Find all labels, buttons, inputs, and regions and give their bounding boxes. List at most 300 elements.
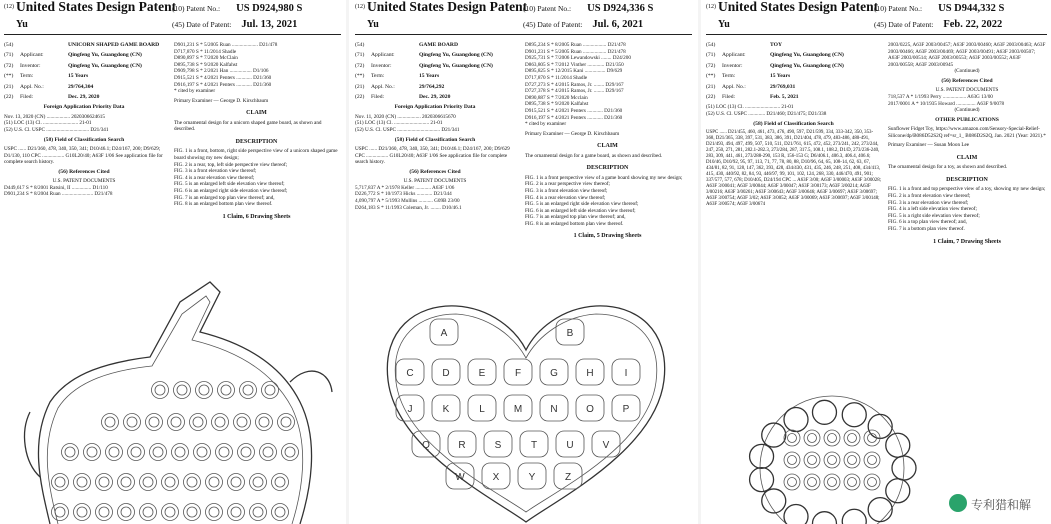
- biblio-num: (22): [355, 94, 365, 101]
- center-bubble: [804, 430, 820, 446]
- bubble: [240, 382, 257, 399]
- petal: [784, 504, 808, 524]
- unicorn-mane: [25, 412, 40, 477]
- biblio-label: Filed:: [20, 94, 34, 101]
- header-rule: [706, 34, 1047, 35]
- list-item: FIG. 1 is a front and top perspective view of a toy, showing my new design;: [888, 186, 1046, 193]
- center-bubble: [864, 474, 880, 490]
- right-column: [174, 42, 339, 223]
- petal: [886, 433, 910, 457]
- biblio-num: (**): [4, 73, 14, 80]
- cited-note: * cited by examiner: [525, 121, 567, 128]
- right-refs-list: [525, 42, 690, 121]
- bubble: [216, 444, 233, 461]
- bubble-inner: [253, 477, 263, 487]
- biblio-row: [4, 94, 164, 101]
- patent-header: [4, 0, 341, 40]
- bubble: [146, 414, 163, 431]
- description-list: [174, 148, 339, 207]
- bubble: [74, 504, 91, 521]
- bubble-letter: U: [566, 440, 574, 451]
- priority-line: Nov. 13, 2020 (CN) .................. 2020306624615: [4, 113, 105, 120]
- bubble-letter: J: [407, 404, 413, 415]
- petal: [812, 400, 836, 424]
- biblio-value: 29/764,292: [419, 83, 445, 90]
- bubble-letter: V: [602, 440, 610, 451]
- list-item: D264,183 S * 11/1993 Coleman, Jr. ........ D10/46.1: [355, 204, 462, 211]
- claim-text: The ornamental design for a game board, as shown and described.: [525, 152, 663, 159]
- bubble-letter: L: [479, 404, 485, 415]
- biblio-row: [4, 42, 164, 49]
- bubble-letter: T: [530, 440, 538, 451]
- right-refs-list: [888, 94, 1046, 107]
- biblio-label: Appl. No.:: [20, 83, 44, 90]
- biblio-label: [722, 42, 766, 49]
- bubble-inner: [209, 477, 219, 487]
- description-title: DESCRIPTION: [946, 176, 988, 183]
- biblio-num: (**): [355, 73, 365, 80]
- bubble: [256, 414, 273, 431]
- petal: [784, 408, 808, 432]
- search-text: USPC ...... D21/360, 478, 340, 350, 341; D10/46.1; D24/167, 200; D9/629; D1/130, 110 CPC ................. G10L20/40; A63F 1/06 See application file for complete search history.: [4, 146, 163, 166]
- bubble-letter: I: [624, 368, 628, 379]
- letter-bubble-grid: [396, 319, 640, 489]
- bubble: [174, 382, 191, 399]
- bubble: [184, 504, 201, 521]
- right-column: [525, 42, 690, 243]
- bubble: [168, 414, 185, 431]
- biblio-value: 15 Years: [419, 73, 440, 80]
- list-item: D909,798 S * 2/2021 Han ................. D1/106: [174, 68, 269, 75]
- bubble-inner: [99, 507, 109, 517]
- bubble-inner: [143, 507, 153, 517]
- biblio-label: Inventor:: [20, 62, 41, 69]
- bubble-letter: N: [550, 404, 558, 415]
- bubble: [118, 504, 135, 521]
- center-bubble: [824, 452, 840, 468]
- center-bubble: [804, 452, 820, 468]
- examiner: Primary Examiner — George D. Kirschbaum: [525, 130, 620, 137]
- list-item: D901,231 S * 5/2005 Ruan .................. D21/478: [525, 48, 626, 55]
- bubble-letter: G: [550, 368, 558, 379]
- bubble-inner: [149, 417, 159, 427]
- loc-class: (51) LOC (13) Cl. ........................... 21-01: [706, 104, 794, 111]
- continued-note: (Continued): [954, 107, 980, 114]
- petal: [886, 479, 910, 503]
- biblio-value: Qingfeng Yu, Guangdong (CN): [770, 52, 844, 59]
- biblio-value: Dec. 29, 2020: [68, 94, 100, 101]
- biblio-label: [371, 42, 415, 49]
- bubble-letter: P: [622, 404, 630, 415]
- bubble-inner: [55, 507, 65, 517]
- bubble-inner: [109, 447, 119, 457]
- center-bubble: [864, 452, 880, 468]
- us-class: (52) U.S. Cl. USPC ................................. D21/341: [4, 127, 109, 134]
- bubble-inner: [175, 447, 185, 457]
- biblio-num: (21): [4, 83, 14, 90]
- bubble-inner: [193, 417, 203, 427]
- right-refs-list: [174, 42, 339, 88]
- bubble: [228, 474, 245, 491]
- list-item: D717,870 S * 11/2014 Shadle: [174, 48, 237, 55]
- refs-title: (56) References Cited: [409, 168, 461, 175]
- petal: [750, 444, 774, 468]
- petal: [762, 489, 786, 513]
- list-item: FIG. 2 is a rear perspective view thereof;: [525, 181, 610, 188]
- biblio-label: Appl. No.:: [722, 83, 746, 90]
- bubble: [250, 504, 267, 521]
- bubble-inner: [121, 507, 131, 517]
- doc-code: (12): [4, 4, 14, 10]
- header-title: United States Design Patent: [16, 0, 177, 14]
- bubble-inner: [197, 447, 207, 457]
- bubble: [162, 474, 179, 491]
- list-item: D727,273 S * 4/2015 Ramos, Jr. ........ D29/167: [525, 81, 624, 88]
- bubble-letter: M: [513, 404, 523, 415]
- list-item: 2003/0225, A63F 2003/00457; A63F 2003/00460; A63F 2003/00463; A63F 2003/00466; A63F 2003/00469; A63F 2003/00491; A63F 2003/00507; A63F 2003/00514; A63F 2003/00553; A63F 2003/00552; A63F 2003/00558; A63F 2003/00945: [888, 42, 1046, 68]
- sunflower-toy-drawing: [732, 378, 932, 524]
- loc-class: (51) LOC (13) Cl. ........................... 21-01: [4, 120, 92, 127]
- list-item: D916,197 S * 4/2021 Penters ............ D21/360: [525, 114, 623, 121]
- bubble-inner: [127, 417, 137, 427]
- bubble-inner: [237, 417, 247, 427]
- bubble: [228, 504, 245, 521]
- priority-line: Nov. 11, 2020 (CN) .................. 2020306615670: [355, 113, 456, 120]
- center-bubble: [784, 452, 800, 468]
- biblio-row: [355, 94, 515, 101]
- bubble-inner: [143, 477, 153, 487]
- bubble-inner: [243, 385, 253, 395]
- list-item: FIG. 2 is a rear, top, left side perspective view thereof;: [174, 161, 288, 168]
- center-bubble-inner: [828, 456, 837, 465]
- other-pub-title: OTHER PUBLICATIONS: [935, 116, 999, 123]
- bubble: [260, 444, 277, 461]
- petal: [868, 498, 892, 522]
- bubble-grid: [52, 382, 299, 521]
- biblio-num: (54): [4, 42, 14, 48]
- biblio-row: [706, 42, 881, 49]
- patent-header: [355, 0, 692, 40]
- center-bubble: [784, 430, 800, 446]
- bubble-letter: D: [442, 368, 450, 379]
- bubble-inner: [177, 385, 187, 395]
- left-column: [4, 42, 164, 198]
- list-item: FIG. 6 is a top plan view thereof; and,: [888, 219, 967, 226]
- claim-title: CLAIM: [956, 154, 978, 161]
- biblio-value: Qingfeng Yu, Guangdong (CN): [68, 52, 142, 59]
- bubble: [62, 444, 79, 461]
- sheets-note: 1 Claim, 7 Drawing Sheets: [933, 238, 1001, 245]
- bubble-inner: [131, 447, 141, 457]
- biblio-num: (71): [4, 52, 14, 59]
- list-item: FIG. 6 is an enlarged left side elevation view thereof;: [525, 207, 636, 214]
- list-item: FIG. 4 is a rear elevation view thereof;: [174, 174, 255, 181]
- priority-title: Foreign Application Priority Data: [43, 104, 125, 111]
- cited-note: * cited by examiner: [174, 88, 216, 95]
- bubble-inner: [265, 385, 275, 395]
- unicorn-outline: [38, 282, 311, 524]
- list-item: D915,521 S * 4/2021 Penters ............ D21/360: [174, 74, 272, 81]
- left-column: [706, 42, 881, 208]
- biblio-num: (72): [4, 62, 14, 69]
- center-bubble-inner: [788, 456, 797, 465]
- bubble-letter: O: [586, 404, 594, 415]
- refs-title: (56) References Cited: [58, 168, 110, 175]
- biblio-row: [355, 52, 515, 59]
- center-bubble: [844, 430, 860, 446]
- header-title: United States Design Patent: [367, 0, 528, 14]
- biblio-value: 15 Years: [770, 73, 791, 80]
- bubble-letter: W: [455, 472, 465, 483]
- biblio-row: [355, 42, 515, 49]
- bubble-letter: K: [442, 404, 450, 415]
- biblio-row: [706, 63, 881, 70]
- center-bubble-inner: [788, 478, 797, 487]
- biblio-label: Applicant:: [722, 52, 746, 59]
- bubble-inner: [215, 417, 225, 427]
- right-refs-lead: [888, 42, 1046, 68]
- wechat-icon: [949, 494, 967, 512]
- heart-inner-outline: [395, 314, 657, 512]
- center-bubble-inner: [808, 456, 817, 465]
- list-item: D890,887 S * 7/2020 Mcclain: [525, 94, 588, 101]
- biblio-label: [20, 42, 64, 49]
- list-item: D925,731 S * 7/2006 Lewandowski ........ D24/200: [525, 55, 631, 62]
- list-item: FIG. 3 is a front elevation view thereof;: [174, 168, 257, 175]
- patent-page-3: [702, 0, 1051, 524]
- biblio-value: 15 Years: [68, 73, 89, 80]
- sunflower-bubbles: [750, 396, 916, 524]
- petal: [842, 403, 866, 427]
- biblio-row: [355, 63, 515, 70]
- center-bubble-inner: [828, 478, 837, 487]
- patent-date: (45) Date of Patent: Jul. 13, 2021: [172, 19, 298, 30]
- patent-page-2: [351, 0, 696, 524]
- biblio-value: GAME BOARD: [419, 42, 459, 48]
- biblio-label: Appl. No.:: [371, 83, 395, 90]
- biblio-num: (54): [355, 42, 365, 48]
- bubble-inner: [87, 447, 97, 457]
- bubble: [172, 444, 189, 461]
- list-item: D915,521 S * 4/2021 Penters ............ D21/360: [525, 107, 623, 114]
- search-title: (58) Field of Classification Search: [394, 136, 476, 143]
- bubble-inner: [199, 385, 209, 395]
- list-item: FIG. 7 is an enlarged top plan view thereof; and,: [174, 194, 275, 201]
- bubble: [52, 474, 69, 491]
- list-item: FIG. 4 is a rear elevation view thereof;: [525, 194, 606, 201]
- list-item: D916,197 S * 4/2021 Penters ............ D21/360: [174, 81, 272, 88]
- priority-title: Foreign Application Priority Data: [394, 104, 476, 111]
- bubble-inner: [263, 447, 273, 457]
- left-column: [355, 42, 515, 211]
- bubble-inner: [99, 477, 109, 487]
- list-item: FIG. 7 is an enlarged top plan view thereof; and,: [525, 214, 626, 221]
- us-class: (52) U.S. Cl. USPC ................................. D21/341: [355, 127, 460, 134]
- bubble: [140, 474, 157, 491]
- biblio-row: [4, 84, 164, 91]
- biblio-value: UNICORN SHAPED GAME BOARD: [68, 42, 160, 48]
- list-item: D895,738 S * 9/2020 Kalfahst: [525, 101, 589, 108]
- other-pub: Sunflower Fidget Toy, https://www.amazon.com/Sensory-Special-Relief-Silicone/dp/B086D52S2Q ref=sr_1_ B086D2S2Q, Jan. 2021 (Year: 2021).*: [888, 126, 1046, 139]
- biblio-label: Filed:: [722, 94, 736, 101]
- description-list: [888, 186, 1046, 232]
- bubble-inner: [231, 507, 241, 517]
- center-bubble: [844, 452, 860, 468]
- center-bubble-inner: [848, 456, 857, 465]
- patent-number: (10) Patent No.: US D944,332 S: [874, 3, 1005, 14]
- center-bubble: [784, 474, 800, 490]
- biblio-num: (72): [355, 62, 365, 69]
- biblio-num: (21): [706, 83, 716, 90]
- bubble-letter: X: [492, 472, 500, 483]
- list-item: FIG. 2 is a front elevation view thereof;: [888, 192, 971, 199]
- list-item: FIG. 3 is a front elevation view thereof;: [525, 187, 608, 194]
- bubble-letter: Z: [564, 472, 572, 483]
- header-title: United States Design Patent: [718, 0, 879, 14]
- heart-board-drawing: [376, 300, 676, 524]
- bubble: [118, 474, 135, 491]
- claim-text: The ornamental design for a toy, as shown and described.: [888, 164, 1008, 171]
- center-bubble-inner: [808, 478, 817, 487]
- list-item: 718,537 A * 1/1993 Perry .................. A63G 13/00: [888, 93, 993, 100]
- bubble-inner: [77, 507, 87, 517]
- list-item: FIG. 8 is an enlarged bottom plan view thereof.: [525, 220, 624, 227]
- biblio-label: Inventor:: [722, 62, 743, 69]
- search-text: USPC ...... D21/455, 460, 461, 473, 476, 490, 597, D21/599, 334, 333-342, 350, 353-368, D21/365, 338, 397, 531, 383, 386, 391, D21/404, 478, 479, 483-486, 480-491, D21/493, 494, 497, 499, 507, 510, 511, D21/761, 615, 472, 452, 273/241, 242, 273/244, 247, 250, 271, 281, 282.1-282.3, 273/284, 287, 317.5, 108.1, 108.2, D1/D, 273/236-240, 283, 309, 441, 461, 273/288-290, 153 R, 156-153 G; D6/406.1, 406.3, 406.4, 406.6; D10/46, D10/92, 95, 97, 113, 71, 77, 78, 80, 88, D10/96, 64, 65, 108-14, 62, 63, 67, 434/81, 82, 91, 128, 147, 362, 393, 428, 434/430, 431, 435, 246, 248, 251, 408, 434/413, 415, 430, 440/92, 82, 84, 93, 446/97, 99, 101, 102, 124, 268, 330, 446/470, 491, 901; 337/577, 577, 678; D10/405, D24/194 CPC ... A63F 3/00; A63F 3/00003; A63F 3/00028; A63F 3/00041; A63F 3/00044; A63F 3/00047; A63F 3/00173; A63F 3/00214; A63F 3/00216; A63F 3/00261; A63F 3/00643; A63F 3/00646; A63F 3/00697; A63F 3/00697; A63F 3/00754; A63F 3/02; A63F 3/0052; A63F 3/00069; A63F 3/00697; A63F 3/00148; A63F 3/00574; A63F 3/00674: [706, 130, 881, 208]
- bubble-inner: [77, 477, 87, 487]
- bubble: [278, 414, 295, 431]
- list-item: FIG. 7 is a bottom plan view thereof.: [888, 225, 965, 232]
- biblio-row: [706, 94, 881, 101]
- bubble: [128, 444, 145, 461]
- bubble-inner: [55, 477, 65, 487]
- header-inventor: Yu: [718, 19, 730, 30]
- center-bubble-inner: [808, 434, 817, 443]
- bubble-inner: [253, 507, 263, 517]
- biblio-row: [355, 73, 515, 80]
- claim-title: CLAIM: [246, 110, 267, 117]
- refs-list: [355, 185, 515, 211]
- bubble-inner: [285, 447, 295, 457]
- center-bubble-inner: [848, 478, 857, 487]
- bubble: [196, 382, 213, 399]
- watermark: [949, 494, 1041, 512]
- bubble: [234, 414, 251, 431]
- sheets-note: 1 Claim, 5 Drawing Sheets: [573, 233, 642, 240]
- center-bubble-inner: [848, 434, 857, 443]
- bubble-inner: [165, 507, 175, 517]
- list-item: FIG. 1 is a front, bottom, right side perspective view of a unicorn shaped game board showing my new design;: [174, 148, 338, 161]
- biblio-row: [4, 52, 164, 59]
- bubble-inner: [281, 417, 291, 427]
- biblio-num: (22): [706, 94, 716, 101]
- description-title: DESCRIPTION: [586, 165, 629, 172]
- header-rule: [4, 34, 341, 35]
- biblio-fields: [706, 42, 881, 101]
- watermark-text: 专利猎和解: [971, 498, 1032, 512]
- list-item: 4,090,797 A * 5/1993 Mullins ........... G09B 23/00: [355, 198, 460, 204]
- biblio-value: TOY: [770, 42, 783, 48]
- bubble-letter: B: [566, 328, 574, 339]
- sheets-note: 1 Claim, 6 Drawing Sheets: [222, 213, 291, 220]
- bubble: [150, 444, 167, 461]
- biblio-label: Term:: [20, 73, 34, 80]
- bubble: [250, 474, 267, 491]
- list-item: FIG. 5 is an enlarged left side elevation view thereof;: [174, 181, 285, 188]
- center-bubble-inner: [868, 456, 877, 465]
- biblio-num: (22): [4, 94, 14, 101]
- list-item: FIG. 3 is a rear elevation view thereof;: [888, 199, 969, 206]
- examiner: Primary Examiner — George D. Kirschbaum: [174, 97, 269, 104]
- bubble-letter: S: [494, 440, 502, 451]
- patent-header: [706, 0, 1047, 40]
- bubble-inner: [155, 385, 165, 395]
- header-rule: [355, 34, 692, 35]
- bubble-inner: [171, 417, 181, 427]
- list-item: D890,897 S * 7/2020 McClain: [174, 55, 238, 62]
- bubble: [218, 382, 235, 399]
- list-item: D895,234 S * 8/2005 Ruan .................. D21/478: [525, 42, 626, 48]
- bubble-inner: [121, 477, 131, 487]
- description-list: [525, 175, 690, 228]
- center-bubble: [824, 430, 840, 446]
- bubble: [102, 414, 119, 431]
- patent-number: (10) Patent No.: US D924,980 S: [172, 3, 303, 14]
- doc-code: (12): [706, 4, 716, 10]
- bubble: [282, 444, 299, 461]
- refs-list: [4, 185, 164, 198]
- biblio-row: [706, 84, 881, 91]
- bubble-inner: [209, 507, 219, 517]
- examiner: Primary Examiner — Susan Moon Lee: [888, 142, 970, 149]
- search-title: (58) Field of Classification Search: [43, 136, 125, 143]
- bubble-letter: C: [406, 368, 414, 379]
- search-title: (58) Field of Classification Search: [753, 120, 834, 127]
- bubble: [184, 474, 201, 491]
- biblio-row: [4, 73, 164, 80]
- page-separator: [346, 0, 349, 524]
- center-bubble: [804, 474, 820, 490]
- bubble: [124, 414, 141, 431]
- biblio-label: Filed:: [371, 94, 385, 101]
- biblio-label: Term:: [371, 73, 385, 80]
- claim-text: The ornamental design for a unicorn shaped game board, as shown and described.: [174, 119, 322, 133]
- patent-date: (45) Date of Patent: Feb. 22, 2022: [874, 19, 1003, 30]
- list-item: FIG. 4 is a left side elevation view thereof;: [888, 206, 977, 213]
- refs-sub: U.S. PATENT DOCUMENTS: [403, 178, 467, 185]
- list-item: D895,738 S * 9/2020 Kalfahst: [174, 61, 238, 68]
- bubble-inner: [165, 477, 175, 487]
- bubble-letter: A: [440, 328, 448, 339]
- list-item: FIG. 5 is a right side elevation view thereof;: [888, 212, 980, 219]
- bubble-inner: [241, 447, 251, 457]
- bubble: [272, 504, 289, 521]
- list-item: FIG. 1 is a front perspective view of a game board showing my new design;: [525, 174, 683, 181]
- bubble: [84, 444, 101, 461]
- search-text: USPC ...... D21/360, 478, 340, 350, 341; D10/46.1; D24/167, 200; D9/629 CPC ................. G10L20/40; A63F 1/06 See application file for complete search history.: [355, 146, 510, 166]
- bubble-inner: [219, 447, 229, 457]
- biblio-fields: [355, 42, 515, 101]
- bubble-letter: Y: [528, 472, 536, 483]
- description-title: DESCRIPTION: [235, 138, 278, 145]
- biblio-label: Applicant:: [371, 52, 395, 59]
- bubble-letter: F: [514, 368, 522, 379]
- petal: [842, 509, 866, 524]
- bubble: [238, 444, 255, 461]
- bubble: [206, 504, 223, 521]
- patent-number: (10) Patent No.: US D924,336 S: [523, 3, 654, 14]
- list-item: 5,717,837 A * 2/1978 Keller ............ A63F 1/06: [355, 184, 455, 191]
